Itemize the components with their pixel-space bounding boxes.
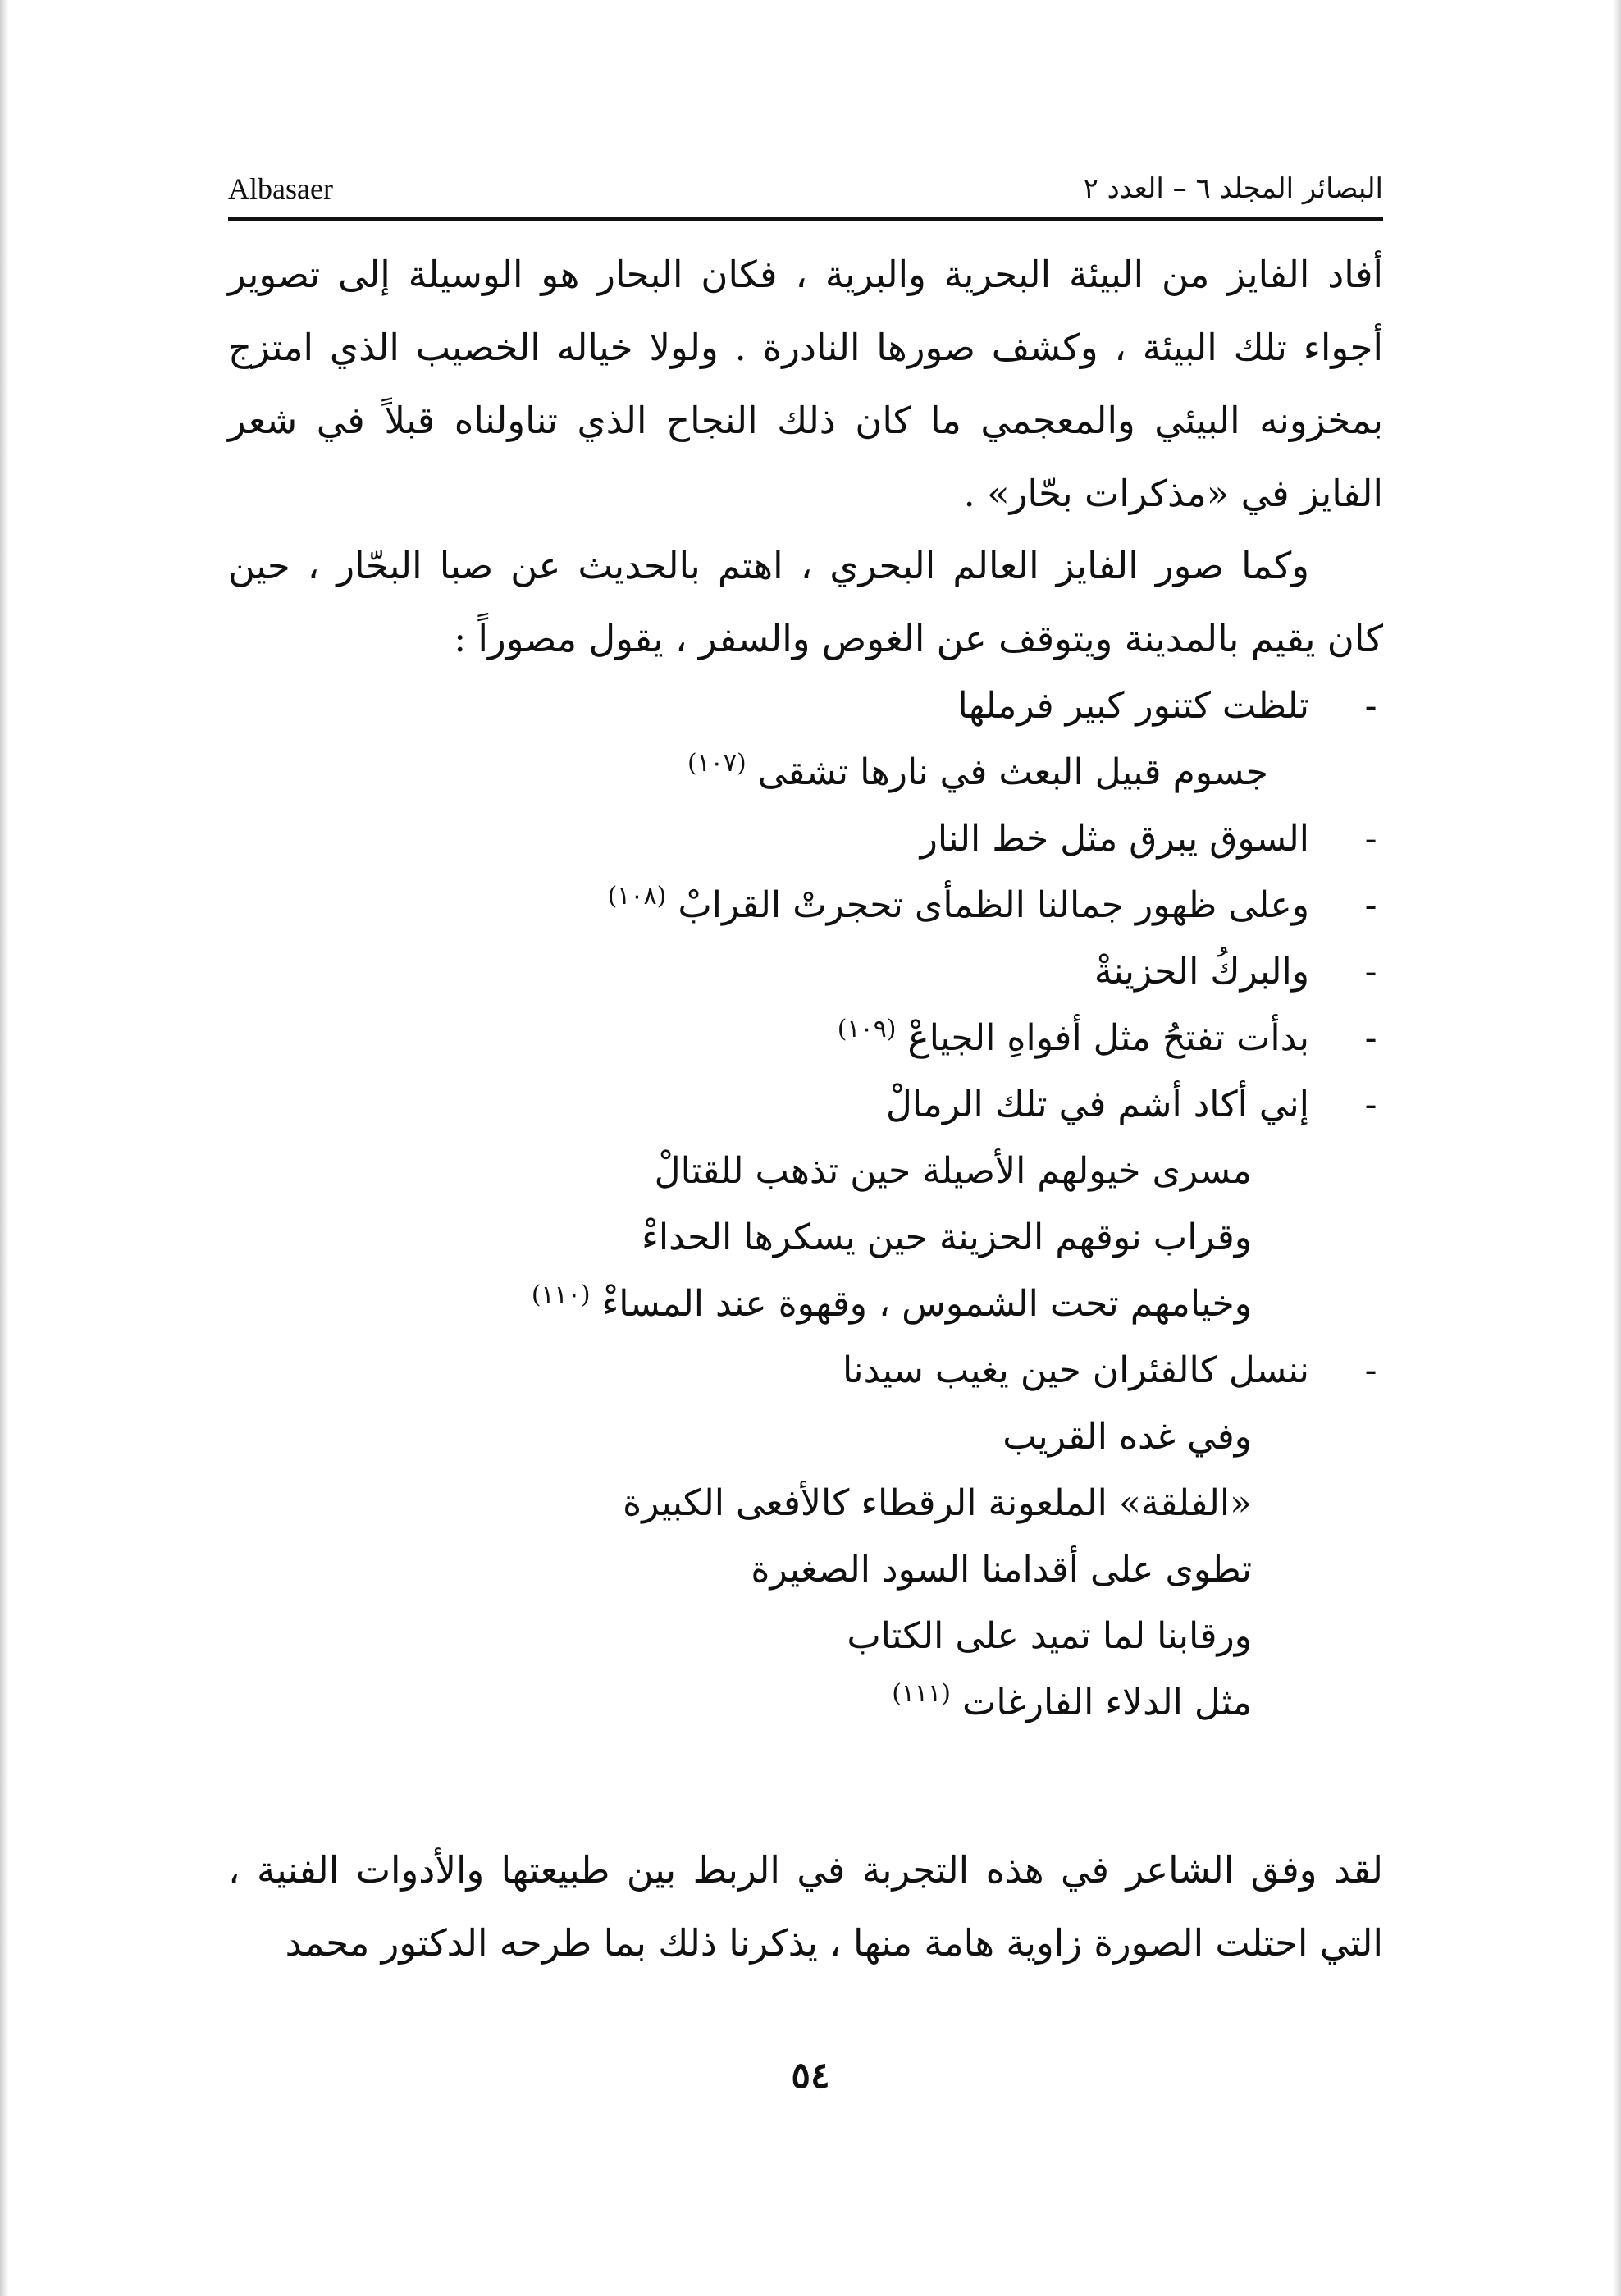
line-dash: - [1364, 818, 1377, 860]
scan-edge-left [0, 0, 8, 2296]
paragraph-3: لقد وفق الشاعر في هذه التجربة في الربط بين طبيعتها والأدوات الفنية ، التي احتلت الصورة زاوية هامة منها ، يذكرنا ذلك بما طرحه الدكتور محمد [228, 1848, 1383, 1965]
poem-line [235, 872, 1383, 938]
poem-line-text: وفي غده القريب [1002, 1416, 1252, 1458]
poem-line [235, 1337, 1383, 1404]
footnote-ref: (١٠٧) [687, 749, 747, 778]
poem-line-text: «الفلقة» الملعونة الرقطاء كالأفعى الكبيرة [623, 1482, 1252, 1524]
line-dash: - [1364, 1349, 1377, 1391]
poem-line-text: جسوم قبيل البعث في نارها تشقى$^{(١٠٧)}$ [687, 749, 1268, 793]
poem-line [235, 1271, 1383, 1337]
poem-line [235, 1204, 1383, 1271]
line-dash: - [1364, 884, 1377, 926]
poem-line-text: مسرى خيولهم الأصيلة حين تذهب للقتالْ [654, 1150, 1252, 1192]
paragraph-2: وكما صور الفايز العالم البحري ، اهتم بالحديث عن صبا البحّار ، حين كان يقيم بالمدينة ويتوقف عن الغوص والسفر ، يقول مصوراً : [228, 544, 1383, 660]
paragraph-1: أفاد الفايز من البيئة البحرية والبرية ، فكان البحار هو الوسيلة إلى تصوير أجواء تلك البيئة ، وكشف صورها النادرة . ولولا خياله الخصيب الذي امتزج بمخزونه البيئي والمعجمي ما كان ذلك النجاح الذي تناولناه قبلاً في شعر الفايز في «مذكرات بحّار» . [228, 253, 1383, 515]
poem-line [235, 1669, 1383, 1736]
poem-line-text: والبركُ الحزينةْ [1094, 951, 1309, 993]
footnote-ref: (١١١) [892, 1679, 951, 1709]
footnote-ref: (١١٠) [531, 1280, 591, 1310]
journal-title: البصائر المجلد ٦ – العدد ٢ [1083, 172, 1383, 205]
poem-line-text: وعلى ظهور جمالنا الظمأى تحجرتْ القرابْ$^{(١٠٨)}$ [607, 882, 1309, 926]
poem-line-text: مثل الدلاء الفارغات$^{(١١١)}$ [892, 1679, 1252, 1723]
poem-line [235, 1603, 1383, 1669]
poem-line-text: السوق يبرق مثل خط النار [920, 818, 1309, 860]
poem-line [235, 1404, 1383, 1470]
poem-line-text: وقراب نوقهم الحزينة حين يسكرها الحداءْ [642, 1216, 1252, 1258]
poem-block [235, 673, 1383, 1736]
page-number: ٥٤ [791, 2055, 830, 2097]
scan-edge-right [1613, 0, 1621, 2296]
line-dash: - [1364, 1017, 1377, 1059]
poem-line-text: ننسل كالفئران حين يغيب سيدنا [842, 1349, 1309, 1391]
poem-line-text: بدأت تفتحُ مثل أفواهِ الجياعْ$^{(١٠٩)}$ [837, 1015, 1309, 1059]
poem-line [235, 739, 1383, 806]
poem-line-text: تطوى على أقدامنا السود الصغيرة [751, 1549, 1252, 1591]
poem-line [235, 938, 1383, 1005]
poem-line [235, 1005, 1383, 1071]
poem-line-text: ورقابنا لما تميد على الكتاب [847, 1615, 1252, 1657]
journal-latin-title: Albasaer [228, 172, 333, 205]
poem-line-text: إني أكاد أشم في تلك الرمالْ [885, 1084, 1309, 1125]
footnote-ref: (١٠٩) [837, 1015, 897, 1044]
poem-line [235, 806, 1383, 872]
header-rule [228, 217, 1383, 221]
poem-line [235, 1071, 1383, 1138]
poem-line-text: وخيامهم تحت الشموس ، وقهوة عند المساءْ$^{(١١٠)}$ [531, 1280, 1252, 1325]
line-dash: - [1364, 685, 1377, 727]
line-dash: - [1364, 1084, 1377, 1125]
line-dash: - [1364, 951, 1377, 993]
poem-line [235, 673, 1383, 739]
running-header [228, 168, 1383, 217]
poem-line [235, 1138, 1383, 1204]
poem-line-text: تلظت كتنور كبير فرملها [957, 685, 1309, 727]
poem-line [235, 1536, 1383, 1603]
footnote-ref: (١٠٨) [607, 882, 667, 911]
poem-line [235, 1470, 1383, 1536]
